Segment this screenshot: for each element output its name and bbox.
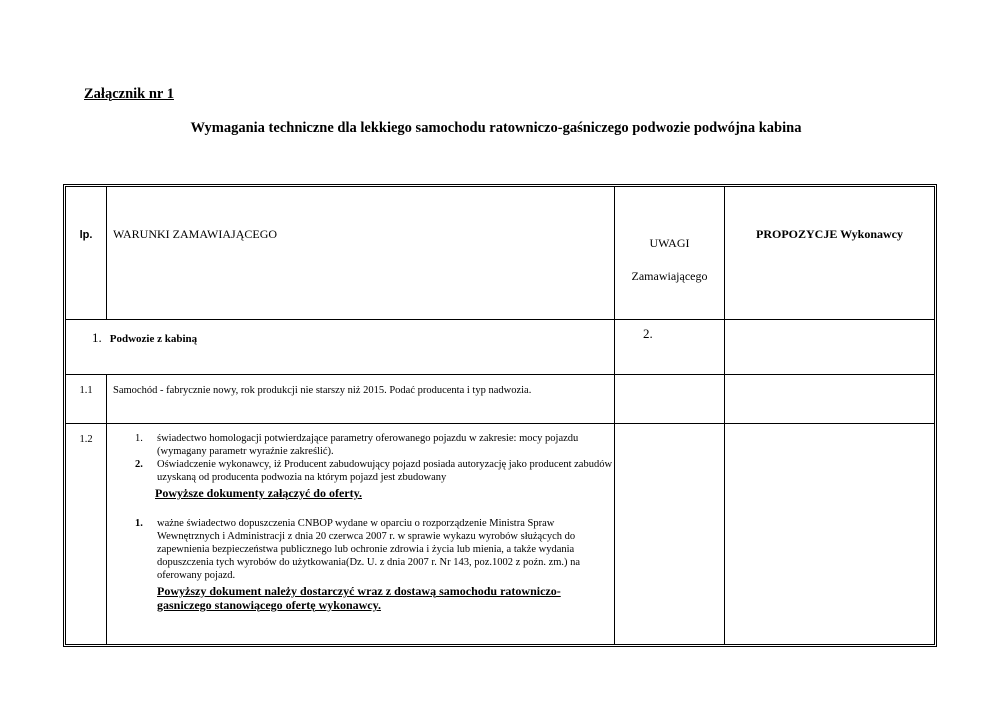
- row-lp: 1.2: [66, 423, 106, 644]
- table-row: [66, 423, 934, 644]
- header-uwagi: [614, 187, 724, 319]
- header-row: [66, 187, 934, 319]
- section-uwagi-number: 2.: [614, 319, 724, 374]
- section-proposal-cell: [724, 319, 934, 374]
- header-lp: lp.: [66, 187, 106, 319]
- certificate-list: [107, 517, 614, 582]
- section-row: [66, 319, 934, 374]
- list-number: 1.: [135, 433, 143, 444]
- requirements-table: [65, 186, 935, 645]
- list-text: Oświadczenie wykonawcy, iż Producent zabudowujący pojazd posiada autoryzację jako producent zabudów uzyskaną od producenta podwozia na którym pojazd jest zbudowany: [157, 459, 613, 483]
- delivery-document-note: Powyższy dokument należy dostarczyć wraz z dostawą samochodu ratowniczo-gasniczego stanowiącego ofertę wykonawcy.: [157, 584, 561, 612]
- header-uwagi-line1: UWAGI: [649, 236, 690, 250]
- header-proposals: PROPOZYCJE Wykonawcy: [724, 187, 934, 319]
- section-number: 1.: [92, 330, 102, 345]
- section-title: Podwozie z kabiną: [109, 333, 198, 345]
- list-number: 2.: [135, 459, 143, 470]
- list-number: 1.: [135, 518, 143, 529]
- list-item: [107, 432, 614, 458]
- list-text: świadectwo homologacji potwierdzające parametry oferowanego pojazdu w zakresie: mocy pojazdu (wymagany parametr wyraźnie zakreślić).: [157, 433, 579, 457]
- attachment-label: Załącznik nr 1: [84, 86, 174, 102]
- attach-documents-note: Powyższe dokumenty załączyć do oferty.: [155, 486, 362, 500]
- row-proposal: [724, 374, 934, 423]
- row-uwagi: [614, 423, 724, 644]
- documents-list: [107, 432, 614, 484]
- row-requirement: [106, 423, 614, 644]
- header-requirements: WARUNKI ZAMAWIAJĄCEGO: [106, 187, 614, 319]
- table-row: [66, 374, 934, 423]
- section-title-cell: [66, 319, 614, 374]
- row-uwagi: [614, 374, 724, 423]
- row-requirement: Samochód - fabrycznie nowy, rok produkcji nie starszy niż 2015. Podać producenta i typ nadwozia.: [106, 374, 614, 423]
- list-item: [107, 458, 614, 484]
- header-uwagi-line2: Zamawiającego: [631, 269, 708, 283]
- row-lp: 1.1: [66, 374, 106, 423]
- list-text: ważne świadectwo dopuszczenia CNBOP wydane w oparciu o rozporządzenie Ministra Spraw Wewnętrznych i Administracji z dnia 20 czerwca 2007 r. w sprawie wykazu wyrobów służących do zapewnienia bezpieczeństwa publicznego lub ochronie zdrowia i życia lub mienia, a także wydania dopuszczenia tych wyrobów do użytkowania(Dz. U. z dnia 2007 r. Nr 143, poz.1002 z poźn. zm.) na oferowany pojazd.: [157, 518, 581, 581]
- list-item: [107, 517, 614, 582]
- row-proposal: [724, 423, 934, 644]
- document-title: Wymagania techniczne dla lekkiego samochodu ratowniczo-gaśniczego podwozie podwójna kabina: [190, 120, 802, 136]
